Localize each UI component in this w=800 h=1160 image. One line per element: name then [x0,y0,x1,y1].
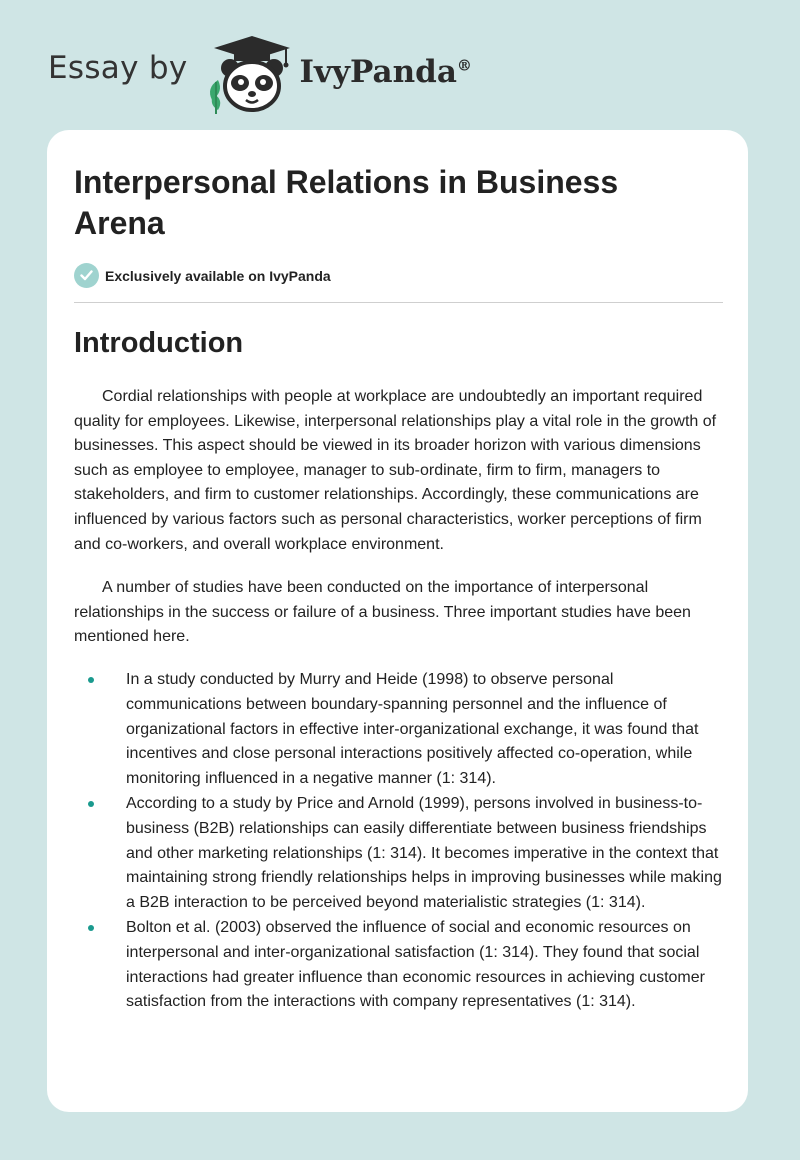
page-title: Interpersonal Relations in Business Arena [74,164,619,241]
site-header [48,34,472,114]
list-item: Bolton et al. (2003) observed the influence of social and economic resources on interpersonal and inter-organizational satisfaction (1: 314). They found that social interactions had greater influence than economic resources in achieving customer satisfaction from the interactions with company representatives (1: 314). [74,916,724,1015]
brand-name[interactable]: IvyPanda® [299,54,472,90]
badge-label: Exclusively available on IvyPanda [105,267,331,284]
bullet-icon [88,677,94,683]
essay-by-label: Essay by [48,50,188,86]
list-item: According to a study by Price and Arnold (1999), persons involved in business-to-business (B2B) relationships can easily differentiate between business friendships and other marketing relationships (1: 314). It becomes imperative in the context that maintaining strong friendly relationships helps in improving businesses while making a B2B interaction to be perceived beyond materialistic strategies (1: 314). [74,792,724,916]
exclusive-badge [74,263,331,288]
divider [74,302,723,303]
bullet-list [74,668,724,1015]
panda-logo-icon[interactable] [204,34,296,114]
registered-mark: ® [456,56,472,75]
check-icon [74,263,99,288]
bullet-icon [88,925,94,931]
bullet-icon [88,801,94,807]
section-heading: Introduction [74,327,244,359]
paragraph: A number of studies have been conducted on the importance of interpersonal relationships in the success or failure of a business. Three important studies have been mentioned here. [74,579,691,646]
list-item: In a study conducted by Murry and Heide (1998) to observe personal communications between boundary-spanning personnel and the influence of organizational factors in effective inter-organizational exchange, it was found that incentives and close personal interactions positively affected co-operation, while monitoring influenced in a negative manner (1: 314). [74,668,724,792]
paragraph: Cordial relationships with people at workplace are undoubtedly an important required quality for employees. Likewise, interpersonal relationships play a vital role in the growth of businesses. This aspect should be viewed in its broader horizon with various dimensions such as employee to employee, manager to sub-ordinate, firm to firm, managers to stakeholders, and firm to customer relationships. Accordingly, these communications are influenced by various factors such as personal characteristics, worker perceptions of firm and co-workers, and overall workplace environment. [74,388,717,553]
essay-card [47,130,748,1112]
